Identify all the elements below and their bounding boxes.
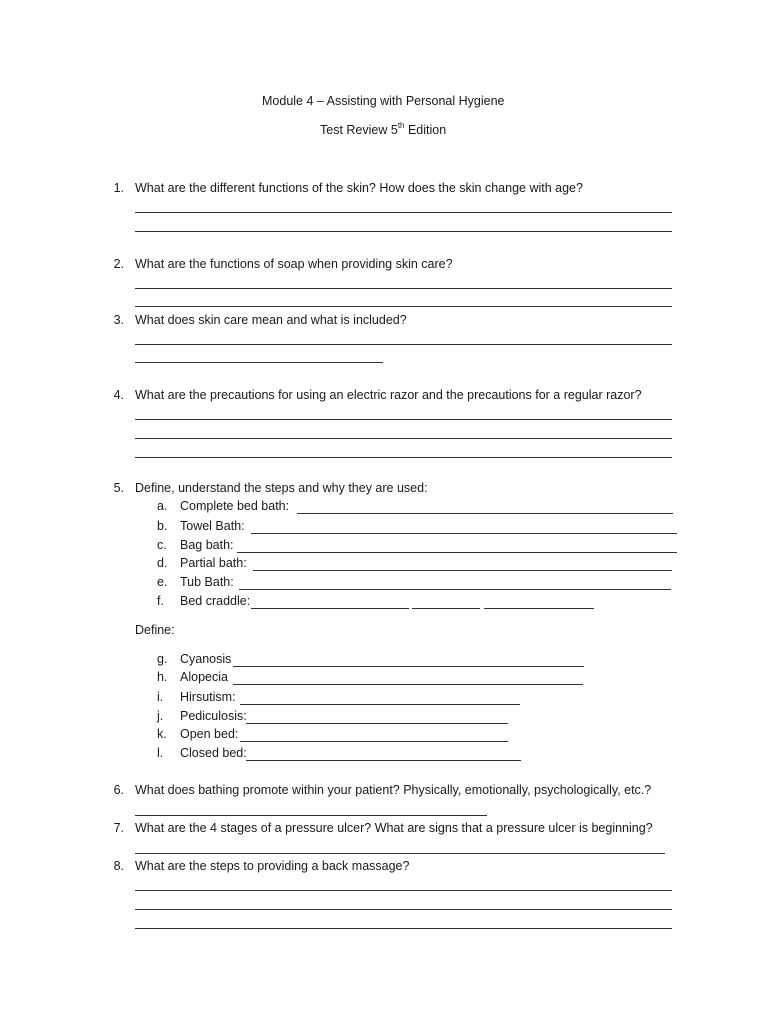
answer-line[interactable] [135,438,672,439]
item-label: Towel Bath: [180,519,245,533]
answer-line[interactable] [412,608,480,609]
answer-line[interactable] [233,666,584,667]
subtitle-superscript: th [397,121,405,130]
item-label: Bed craddle: [180,594,251,608]
answer-line[interactable] [135,853,665,854]
answer-line[interactable] [135,231,672,232]
item-letter: f. [157,594,164,608]
answer-line[interactable] [484,608,594,609]
answer-line[interactable] [239,589,671,590]
item-label: Tub Bath: [180,575,234,589]
item-letter: k. [157,727,167,741]
question-text: Define, understand the steps and why they are used: [135,481,428,495]
item-letter: a. [157,499,168,513]
item-letter: l. [157,746,164,760]
question-text: What are the precautions for using an electric razor and the precautions for a regular razor? [135,388,642,402]
question-text: What are the functions of soap when providing skin care? [135,257,453,271]
answer-line[interactable] [240,704,520,705]
answer-line[interactable] [246,760,521,761]
question-text: What are the steps to providing a back massage? [135,859,410,873]
answer-line[interactable] [135,288,672,289]
item-label: Complete bed bath: [180,499,290,513]
question-text: What are the different functions of the skin? How does the skin change with age? [135,181,583,195]
question-number: 4. [113,388,124,402]
question-text: What does skin care mean and what is included? [135,313,407,327]
item-letter: h. [157,670,168,684]
answer-line[interactable] [251,608,409,609]
answer-line[interactable] [240,741,508,742]
item-letter: g. [157,652,168,666]
answer-line[interactable] [135,344,672,345]
document-title: Module 4 – Assisting with Personal Hygiene [262,94,505,108]
item-letter: c. [157,538,167,552]
question-number: 2. [113,257,124,271]
answer-line[interactable] [253,570,672,571]
item-label: Open bed: [180,727,239,741]
document-subtitle [320,121,447,137]
answer-line[interactable] [135,928,672,929]
answer-line[interactable] [246,723,508,724]
item-label: Alopecia [180,670,228,684]
item-label: Bag bath: [180,538,234,552]
answer-line[interactable] [135,815,487,816]
question-number: 1. [113,181,124,195]
item-label: Partial bath: [180,556,247,570]
item-letter: b. [157,519,168,533]
question-number: 6. [113,783,124,797]
subtitle-edition: Edition [404,123,447,137]
answer-line[interactable] [135,909,672,910]
answer-line[interactable] [135,419,672,420]
answer-line[interactable] [237,552,677,553]
subtitle-text: Test Review 5 [320,123,398,137]
item-letter: e. [157,575,168,589]
answer-line[interactable] [297,513,673,514]
question-text: What does bathing promote within your patient? Physically, emotionally, psychologically, etc.? [135,783,652,797]
answer-line[interactable] [135,362,383,363]
define-heading: Define: [135,623,175,637]
answer-line[interactable] [251,533,677,534]
answer-line[interactable] [135,306,672,307]
answer-line[interactable] [135,890,672,891]
answer-line[interactable] [135,212,672,213]
item-letter: i. [157,690,164,704]
item-letter: j. [157,709,164,723]
item-label: Hirsutism: [180,690,236,704]
question-number: 7. [113,821,124,835]
question-number: 3. [113,313,124,327]
question-number: 8. [113,859,124,873]
item-label: Cyanosis [180,652,232,666]
answer-line[interactable] [233,684,583,685]
item-letter: d. [157,556,168,570]
question-number: 5. [113,481,124,495]
item-label: Closed bed: [180,746,247,760]
question-text: What are the 4 stages of a pressure ulcer? What are signs that a pressure ulcer is beginning? [135,821,653,835]
answer-line[interactable] [135,457,672,458]
item-label: Pediculosis: [180,709,247,723]
